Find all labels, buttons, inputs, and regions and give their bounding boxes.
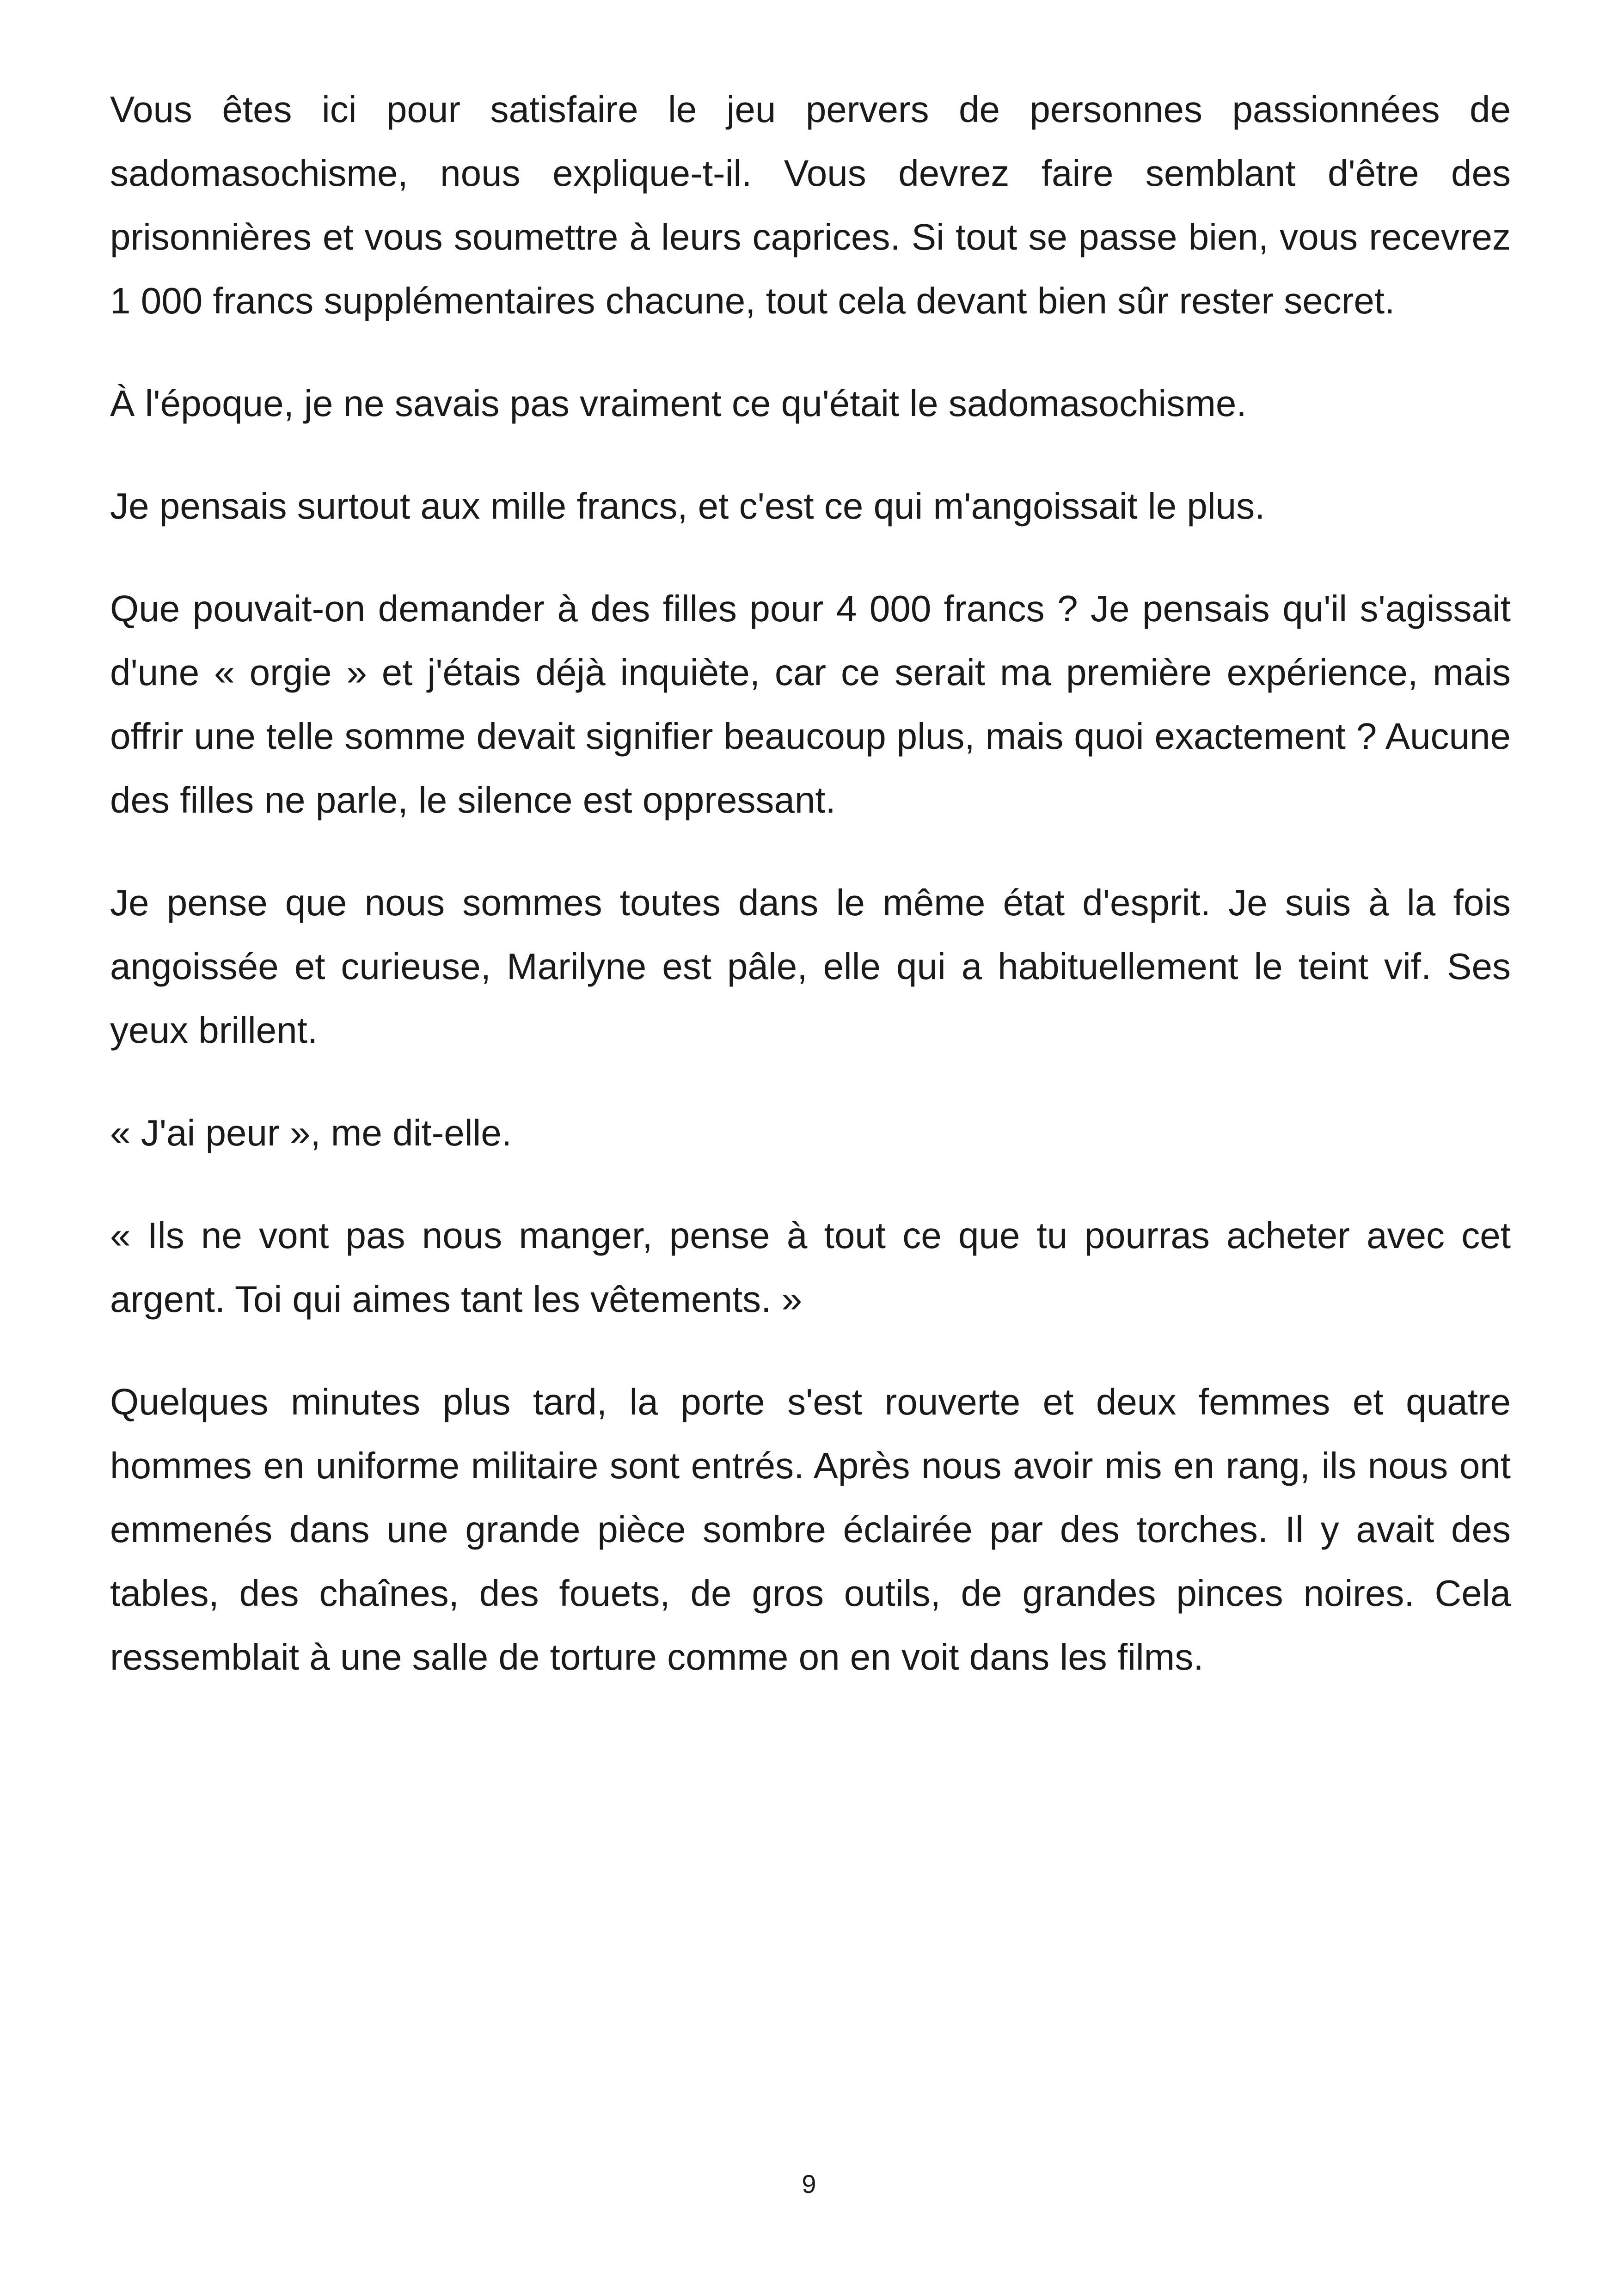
paragraph: Je pense que nous sommes toutes dans le même état d'esprit. Je suis à la fois angoissée et curieuse, Marilyne est pâle, elle qui a habituellement le teint vif. Ses yeux brillent. [110, 882, 1511, 1051]
paragraph: « Ils ne vont pas nous manger, pense à tout ce que tu pourras acheter avec cet argent. Toi qui aimes tant les vêtements. » [110, 1215, 1511, 1320]
paragraph: Que pouvait-on demander à des filles pour 4 000 francs ? Je pensais qu'il s'agissait d'une « orgie » et j'étais déjà inquiète, car ce serait ma première expérience, mais offrir une telle somme devait signifier beaucoup plus, mais quoi exactement ? Aucune des filles ne parle, le silence est oppressant. [110, 588, 1511, 820]
paragraph: Vous êtes ici pour satisfaire le jeu pervers de personnes passionnées de sadomasochisme, nous explique-t-il. Vous devrez faire semblant d'être des prisonnières et vous soumettre à leurs caprices. Si tout se passe bien, vous recevrez 1 000 francs supplémentaires chacune, tout cela devant bien sûr rester secret. [110, 89, 1511, 321]
body-text [110, 78, 1511, 1728]
paragraph: Je pensais surtout aux mille francs, et c'est ce qui m'angoissait le plus. [110, 485, 1265, 527]
paragraph: Quelques minutes plus tard, la porte s'est rouverte et deux femmes et quatre hommes en uniforme militaire sont entrés. Après nous avoir mis en rang, ils nous ont emmenés dans une grande pièce sombre éclairée par des torches. Il y avait des tables, des chaînes, des fouets, de gros outils, de grandes pinces noires. Cela ressemblait à une salle de torture comme on en voit dans les films. [110, 1381, 1511, 1678]
paragraph: « J'ai peur », me dit-elle. [110, 1112, 512, 1153]
paragraph: À l'époque, je ne savais pas vraiment ce qu'était le sadomasochisme. [110, 383, 1247, 424]
page-number: 9 [802, 2169, 816, 2198]
